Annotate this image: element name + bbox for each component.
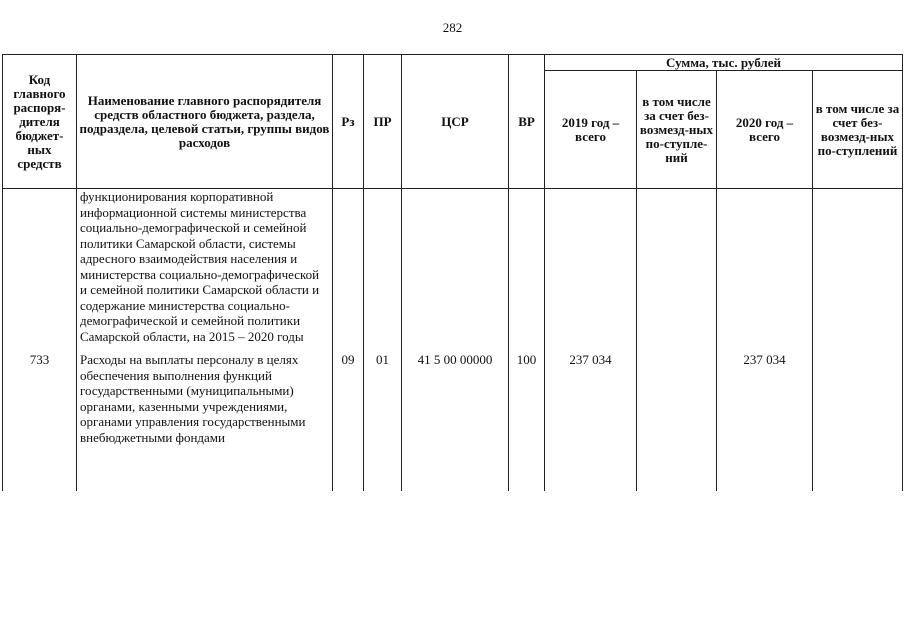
cell-code: 733 (3, 344, 77, 445)
cell-csr: 41 5 00 00000 (402, 344, 509, 445)
header-pr: ПР (364, 55, 402, 189)
cell-2020-total (717, 189, 813, 345)
table-header (3, 55, 903, 189)
header-2020-free: в том числе за счет без-возмезд-ных по-ступлений (813, 71, 903, 189)
cell-2019-total: 237 034 (545, 344, 637, 445)
cell-2019-free (637, 189, 717, 345)
cell-2020-free (813, 189, 903, 345)
cell-2019-total (545, 189, 637, 345)
cell-csr (402, 189, 509, 345)
header-csr: ЦСР (402, 55, 509, 189)
cell-pr (364, 189, 402, 345)
cell-vr (509, 189, 545, 345)
budget-table (2, 54, 903, 491)
table-filler-row (3, 445, 903, 491)
cell-name: Расходы на выплаты персоналу в целях обеспечения выполнения функций государственными (муниципальными) органами, казенными учреждениями, органами управления государственными внебюджетными фондами (77, 344, 333, 445)
cell-vr: 100 (509, 344, 545, 445)
header-2019-free: в том числе за счет без-возмезд-ных по-ступле-ний (637, 71, 717, 189)
cell-2019-free (637, 344, 717, 445)
header-code: Код главного распоря-дителя бюджет-ных средств (3, 55, 77, 189)
header-rz: Рз (333, 55, 364, 189)
page-number: 282 (442, 20, 463, 35)
cell-rz (333, 189, 364, 345)
table-row (3, 189, 903, 345)
cell-name: функционирования корпоративной информационной системы министерства социально-демографической и семейной политики Самарской области, системы адресного взаимодействия населения и министерства социально-демографической и семейной политики Самарской области и содержание министерства социально-демографической и семейной политики Самарской области, на 2015 – 2020 годы (77, 189, 333, 345)
table-body (3, 189, 903, 492)
cell-2020-free (813, 344, 903, 445)
header-2019-total: 2019 год – всего (545, 71, 637, 189)
header-2020-total: 2020 год – всего (717, 71, 813, 189)
header-vr: ВР (509, 55, 545, 189)
cell-2020-total: 237 034 (717, 344, 813, 445)
table-row (3, 344, 903, 445)
cell-pr: 01 (364, 344, 402, 445)
cell-rz: 09 (333, 344, 364, 445)
cell-code (3, 189, 77, 345)
header-sum-group: Сумма, тыс. рублей (545, 55, 903, 71)
header-name: Наименование главного распорядителя средств областного бюджета, раздела, подраздела, целевой статьи, группы видов расходов (77, 55, 333, 189)
